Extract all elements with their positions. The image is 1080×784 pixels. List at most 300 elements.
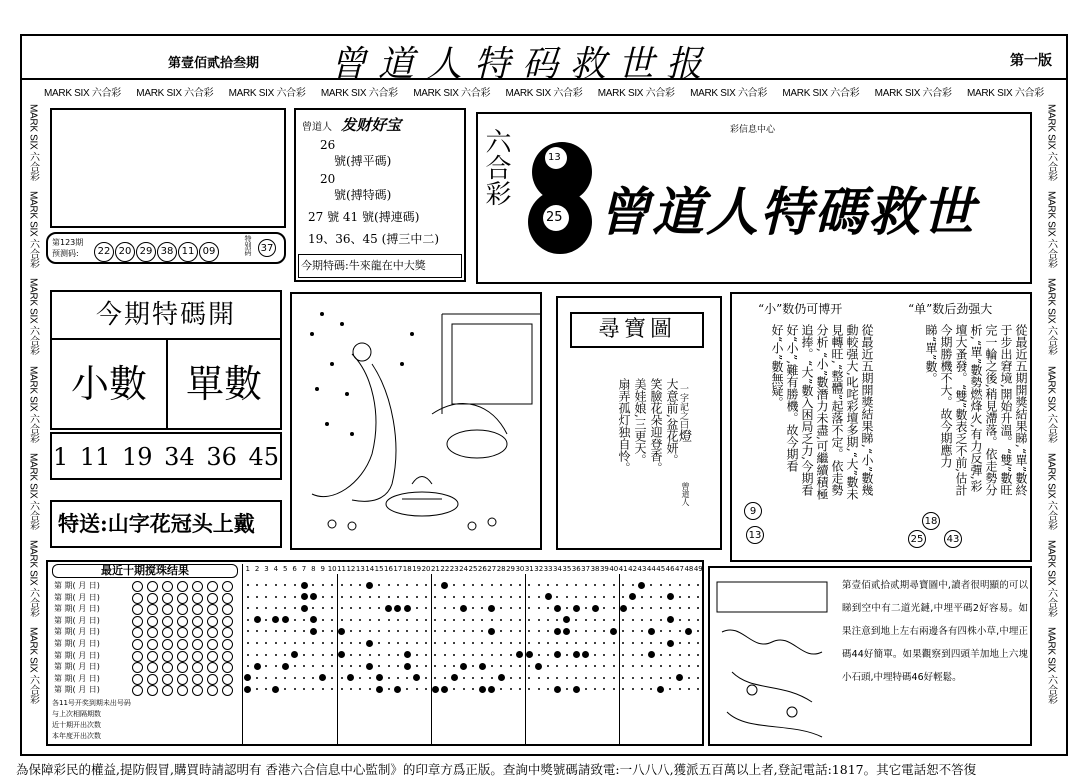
result-ball-slot bbox=[222, 581, 233, 592]
grid-point bbox=[669, 584, 671, 586]
grid-point bbox=[312, 688, 314, 690]
grid-point bbox=[265, 677, 267, 679]
grid-point bbox=[463, 688, 465, 690]
result-ball-slot bbox=[177, 651, 188, 662]
result-ball-slot bbox=[207, 604, 218, 615]
grid-column-number: 14 bbox=[365, 565, 375, 573]
grid-point bbox=[528, 665, 530, 667]
grid-point bbox=[594, 619, 596, 621]
grid-column-number: 24 bbox=[459, 565, 469, 573]
grid-point bbox=[406, 630, 408, 632]
grid-point bbox=[697, 619, 699, 621]
grid-point bbox=[538, 630, 540, 632]
grid-point bbox=[610, 628, 617, 635]
result-ball-slot bbox=[162, 593, 173, 604]
grid-divider bbox=[337, 574, 338, 744]
small-ball: 9 bbox=[744, 502, 762, 520]
grid-point bbox=[331, 607, 333, 609]
grid-point bbox=[331, 630, 333, 632]
grid-point bbox=[453, 584, 455, 586]
grid-point bbox=[444, 596, 446, 598]
result-ball-slot bbox=[207, 581, 218, 592]
grid-point bbox=[697, 688, 699, 690]
grid-point bbox=[491, 619, 493, 621]
grid-column-number: 13 bbox=[355, 565, 365, 573]
grid-point bbox=[406, 584, 408, 586]
grid-point bbox=[341, 677, 343, 679]
grid-divider bbox=[431, 574, 432, 744]
grid-column-number: 4 bbox=[273, 565, 279, 573]
grid-point bbox=[444, 607, 446, 609]
grid-point bbox=[460, 605, 467, 612]
marksix-label: MARK SIX 六合彩 bbox=[1045, 191, 1057, 269]
grid-point bbox=[282, 616, 289, 623]
grid-point bbox=[463, 630, 465, 632]
grid-column-number: 49 bbox=[693, 565, 703, 573]
grid-point bbox=[594, 596, 596, 598]
banner-ball: 13 bbox=[548, 152, 561, 163]
grid-point bbox=[641, 665, 643, 667]
grid-point bbox=[444, 677, 446, 679]
result-ball-slot bbox=[177, 639, 188, 650]
grid-column-number: 40 bbox=[609, 565, 619, 573]
grid-point bbox=[265, 630, 267, 632]
grid-point bbox=[650, 688, 652, 690]
grid-point bbox=[416, 630, 418, 632]
grid-point bbox=[679, 630, 681, 632]
grid-point bbox=[585, 584, 587, 586]
grid-point bbox=[322, 584, 324, 586]
grid-point bbox=[350, 642, 352, 644]
grid-point bbox=[500, 654, 502, 656]
grid-point bbox=[538, 607, 540, 609]
grid-point bbox=[676, 674, 683, 681]
grid-point bbox=[350, 665, 352, 667]
grid-point bbox=[359, 688, 361, 690]
grid-column-number: 26 bbox=[477, 565, 487, 573]
marksix-label: MARK SIX 六合彩 bbox=[505, 88, 583, 99]
grid-point bbox=[388, 596, 390, 598]
grid-point bbox=[406, 688, 408, 690]
grid-point bbox=[650, 596, 652, 598]
grid-point bbox=[603, 677, 605, 679]
grid-column-number: 19 bbox=[412, 565, 422, 573]
grid-point bbox=[535, 663, 542, 670]
grid-point bbox=[603, 584, 605, 586]
grid-point bbox=[416, 619, 418, 621]
grid-point bbox=[547, 688, 549, 690]
grid-point bbox=[397, 642, 399, 644]
grid-point bbox=[641, 619, 643, 621]
grid-point bbox=[453, 642, 455, 644]
grid-point bbox=[688, 677, 690, 679]
grid-point bbox=[660, 677, 662, 679]
grid-point bbox=[425, 677, 427, 679]
grid-column-number: 7 bbox=[301, 565, 307, 573]
grid-point bbox=[272, 616, 279, 623]
grid-point bbox=[441, 582, 448, 589]
grid-point bbox=[660, 630, 662, 632]
result-ball-slot bbox=[222, 627, 233, 638]
grid-point bbox=[284, 584, 286, 586]
grid-point bbox=[378, 630, 380, 632]
grid-point bbox=[294, 607, 296, 609]
grid-point bbox=[265, 584, 267, 586]
grid-point bbox=[425, 596, 427, 598]
grid-point bbox=[528, 642, 530, 644]
grid-point bbox=[254, 663, 261, 670]
marksix-label: MARK SIX 六合彩 bbox=[27, 365, 39, 443]
grid-point bbox=[538, 654, 540, 656]
grid-point bbox=[434, 630, 436, 632]
grid-point bbox=[585, 688, 587, 690]
banner-ornament bbox=[518, 136, 598, 256]
grid-point bbox=[488, 686, 495, 693]
grid-point bbox=[641, 596, 643, 598]
grid-point bbox=[247, 654, 249, 656]
grid-point bbox=[256, 688, 258, 690]
result-ball-slot bbox=[207, 674, 218, 685]
grid-point bbox=[303, 642, 305, 644]
grid-point bbox=[667, 616, 674, 623]
marksix-label: MARK SIX 六合彩 bbox=[228, 88, 306, 99]
grid-point bbox=[434, 607, 436, 609]
grid-point bbox=[425, 654, 427, 656]
grid-point bbox=[444, 630, 446, 632]
grid-point bbox=[284, 642, 286, 644]
result-ball-slot bbox=[132, 616, 143, 627]
single-ball: 43 bbox=[944, 530, 962, 548]
grid-point bbox=[679, 688, 681, 690]
grid-point bbox=[303, 677, 305, 679]
grid-point bbox=[592, 605, 599, 612]
result-ball-slot bbox=[132, 581, 143, 592]
grid-point bbox=[406, 677, 408, 679]
grid-point bbox=[388, 654, 390, 656]
grid-point bbox=[425, 619, 427, 621]
grid-point bbox=[265, 665, 267, 667]
result-ball-slot bbox=[162, 662, 173, 673]
banner-center-label: 彩信息中心 bbox=[730, 125, 776, 135]
result-ball-slot bbox=[222, 662, 233, 673]
grid-point bbox=[554, 651, 561, 658]
grid-point bbox=[397, 619, 399, 621]
small-article-body: 從最近五期開獎結果睇,“小”數幾動較强大,叱咤彩壇多期,“大”數未見轉旺,“整體”起落不定。依走勢分析,“小”數潛力未盡,可繼續積極追捧。“大”數入困局乏力,今期看好“小”,難有勝機。故今期看好“小”數無疑。 bbox=[770, 324, 874, 500]
grid-point bbox=[359, 619, 361, 621]
grid-point bbox=[510, 596, 512, 598]
grid-point bbox=[275, 584, 277, 586]
grid-point bbox=[660, 584, 662, 586]
result-ball-slot bbox=[207, 639, 218, 650]
grid-point bbox=[359, 630, 361, 632]
results-row-label: 第 期( 月 日) bbox=[54, 592, 100, 602]
open-title: 今期特碼開 bbox=[52, 292, 280, 340]
result-ball-slot bbox=[192, 604, 203, 615]
grid-point bbox=[500, 665, 502, 667]
results-row-label: 第 期( 月 日) bbox=[54, 662, 100, 672]
grid-point bbox=[613, 584, 615, 586]
grid-point bbox=[500, 584, 502, 586]
grid-point bbox=[622, 630, 624, 632]
fortune-line: 27 號 41 號(搏連碼) bbox=[308, 210, 420, 224]
grid-point bbox=[697, 665, 699, 667]
grid-point bbox=[573, 605, 580, 612]
fortune-line: 26 號(搏平碼) bbox=[320, 138, 392, 168]
grid-point bbox=[679, 665, 681, 667]
grid-point bbox=[425, 630, 427, 632]
grid-point bbox=[376, 686, 383, 693]
grid-point bbox=[547, 584, 549, 586]
grid-point bbox=[679, 619, 681, 621]
grid-column-number: 11 bbox=[337, 565, 347, 573]
grid-point bbox=[294, 665, 296, 667]
grid-point bbox=[378, 607, 380, 609]
grid-column-number: 1 bbox=[245, 565, 250, 573]
grid-point bbox=[556, 584, 558, 586]
result-ball-slot bbox=[207, 651, 218, 662]
grid-point bbox=[284, 607, 286, 609]
grid-point bbox=[554, 686, 561, 693]
grid-column-number: 8 bbox=[311, 565, 316, 573]
grid-column-number: 30 bbox=[515, 565, 525, 573]
result-ball-slot bbox=[132, 685, 143, 696]
grid-point bbox=[472, 619, 474, 621]
grid-point bbox=[303, 665, 305, 667]
grid-point bbox=[463, 596, 465, 598]
grid-point bbox=[613, 619, 615, 621]
grid-point bbox=[528, 584, 530, 586]
grid-point bbox=[284, 596, 286, 598]
grid-point bbox=[566, 688, 568, 690]
marksix-label: MARK SIX 六合彩 bbox=[966, 88, 1044, 99]
grid-point bbox=[256, 642, 258, 644]
grid-point bbox=[545, 593, 552, 600]
grid-point bbox=[294, 642, 296, 644]
grid-point bbox=[397, 677, 399, 679]
grid-point bbox=[660, 607, 662, 609]
grid-point bbox=[366, 582, 373, 589]
grid-point bbox=[669, 607, 671, 609]
grid-point bbox=[312, 677, 314, 679]
grid-point bbox=[369, 619, 371, 621]
grid-point bbox=[416, 642, 418, 644]
prediction-balls bbox=[94, 239, 220, 262]
grid-point bbox=[510, 654, 512, 656]
grid-point bbox=[554, 628, 561, 635]
grid-point bbox=[244, 686, 251, 693]
marksix-label: MARK SIX 六合彩 bbox=[1045, 278, 1057, 356]
grid-point bbox=[310, 616, 317, 623]
grid-point bbox=[416, 596, 418, 598]
grid-column-number: 48 bbox=[684, 565, 694, 573]
grid-point bbox=[369, 654, 371, 656]
grid-point bbox=[679, 654, 681, 656]
grid-point bbox=[594, 688, 596, 690]
grid-point bbox=[622, 642, 624, 644]
grid-point bbox=[369, 607, 371, 609]
grid-point bbox=[585, 630, 587, 632]
grid-point bbox=[247, 596, 249, 598]
grid-point bbox=[247, 584, 249, 586]
grid-point bbox=[312, 665, 314, 667]
grid-column-number: 37 bbox=[581, 565, 591, 573]
grid-point bbox=[594, 584, 596, 586]
result-ball-slot bbox=[177, 616, 188, 627]
grid-point bbox=[265, 688, 267, 690]
grid-point bbox=[463, 584, 465, 586]
grid-point bbox=[528, 619, 530, 621]
blank-box bbox=[50, 108, 286, 228]
explain-picture bbox=[712, 572, 832, 742]
grid-point bbox=[657, 686, 664, 693]
grid-point bbox=[359, 584, 361, 586]
marksix-label: MARK SIX 六合彩 bbox=[27, 191, 39, 269]
marksix-label: MARK SIX 六合彩 bbox=[1045, 539, 1057, 617]
grid-point bbox=[547, 630, 549, 632]
grid-point bbox=[275, 677, 277, 679]
grid-point bbox=[369, 630, 371, 632]
grid-point bbox=[641, 677, 643, 679]
grid-point bbox=[510, 665, 512, 667]
grid-point bbox=[491, 584, 493, 586]
grid-column-number: 6 bbox=[292, 565, 297, 573]
grid-point bbox=[350, 607, 352, 609]
grid-point bbox=[622, 654, 624, 656]
result-ball-slot bbox=[147, 616, 158, 627]
grid-point bbox=[667, 593, 674, 600]
grid-point bbox=[301, 582, 308, 589]
grid-point bbox=[378, 654, 380, 656]
grid-column-number: 9 bbox=[320, 565, 326, 573]
grid-point bbox=[350, 584, 352, 586]
grid-point bbox=[341, 688, 343, 690]
grid-point bbox=[688, 688, 690, 690]
grid-point bbox=[538, 677, 540, 679]
result-ball-slot bbox=[147, 581, 158, 592]
grid-point bbox=[566, 677, 568, 679]
grid-column-number: 43 bbox=[637, 565, 647, 573]
marksix-label: MARK SIX 六合彩 bbox=[44, 88, 121, 99]
grid-point bbox=[341, 607, 343, 609]
grid-point bbox=[641, 654, 643, 656]
result-ball-slot bbox=[207, 627, 218, 638]
result-ball-slot bbox=[177, 627, 188, 638]
grid-point bbox=[669, 688, 671, 690]
grid-point bbox=[359, 654, 361, 656]
results-summary-label: 各11号开奖到期未出号码 bbox=[52, 699, 131, 707]
grid-point bbox=[256, 607, 258, 609]
grid-point bbox=[247, 630, 249, 632]
grid-point bbox=[331, 642, 333, 644]
grid-point bbox=[388, 642, 390, 644]
grid-point bbox=[566, 607, 568, 609]
marksix-label: MARK SIX 六合彩 bbox=[413, 88, 491, 99]
grid-point bbox=[566, 654, 568, 656]
grid-point bbox=[613, 607, 615, 609]
result-ball-slot bbox=[162, 685, 173, 696]
result-ball-slot bbox=[207, 662, 218, 673]
grid-point bbox=[432, 686, 439, 693]
marksix-label: MARK SIX 六合彩 bbox=[27, 104, 39, 181]
result-ball-slot bbox=[192, 639, 203, 650]
grid-point bbox=[632, 665, 634, 667]
prediction-ball: 11 bbox=[178, 242, 198, 262]
grid-point bbox=[369, 677, 371, 679]
grid-point bbox=[406, 619, 408, 621]
result-ball-slot bbox=[177, 674, 188, 685]
small-article-title: “小”数仍可博开 bbox=[758, 302, 843, 316]
grid-point bbox=[510, 584, 512, 586]
grid-point bbox=[319, 674, 326, 681]
grid-column-number: 2 bbox=[254, 565, 260, 573]
grid-point bbox=[679, 607, 681, 609]
marksix-strip-top bbox=[44, 84, 1044, 100]
open-small: 小數 bbox=[52, 340, 168, 428]
grid-column-number: 20 bbox=[421, 565, 431, 573]
grid-point bbox=[256, 630, 258, 632]
grid-point bbox=[369, 596, 371, 598]
issue-number: 第壹佰贰拾叁期 bbox=[168, 56, 260, 71]
grid-point bbox=[603, 654, 605, 656]
grid-point bbox=[556, 642, 558, 644]
article-box bbox=[730, 292, 1032, 562]
grid-point bbox=[338, 651, 345, 658]
results-summary-label: 本年度开出次数 bbox=[52, 732, 101, 740]
grid-point bbox=[603, 665, 605, 667]
grid-point bbox=[648, 651, 655, 658]
grid-point bbox=[519, 584, 521, 586]
grid-point bbox=[660, 596, 662, 598]
grid-point bbox=[488, 605, 495, 612]
grid-point bbox=[510, 642, 512, 644]
grid-point bbox=[284, 677, 286, 679]
grid-point bbox=[538, 596, 540, 598]
small-ball: 13 bbox=[746, 526, 764, 544]
grid-point bbox=[575, 584, 577, 586]
banner-left-label: 六合彩 bbox=[481, 128, 511, 206]
grid-column-number: 16 bbox=[384, 565, 393, 573]
result-ball-slot bbox=[222, 651, 233, 662]
grid-point bbox=[256, 584, 258, 586]
grid-point bbox=[303, 688, 305, 690]
grid-column-number: 42 bbox=[628, 565, 638, 573]
grid-point bbox=[366, 640, 373, 647]
grid-column-number: 46 bbox=[665, 565, 675, 573]
grid-point bbox=[247, 665, 249, 667]
banner-ball: 25 bbox=[546, 210, 563, 225]
prediction-ball: 22 bbox=[94, 242, 114, 262]
grid-point bbox=[275, 642, 277, 644]
grid-point bbox=[667, 640, 674, 647]
marksix-label: MARK SIX 六合彩 bbox=[874, 88, 952, 99]
edition: 第一版 bbox=[1010, 53, 1052, 69]
grid-point bbox=[256, 677, 258, 679]
explain-text: 第壹佰贰拾贰期尋寶圖中,讀者很明顯的可以睇到空中有二道光鏈,中埋平碼2好容易。如果注意到地上左右兩邊各有四株小草,中埋正碼44好簡單。如果觀察到四頭羊加地上六塊小石頭,中埋特碼46好輕鬆。 bbox=[842, 580, 1028, 683]
grid-point bbox=[294, 630, 296, 632]
grid-point bbox=[322, 665, 324, 667]
grid-point bbox=[301, 593, 308, 600]
grid-point bbox=[463, 619, 465, 621]
grid-point bbox=[573, 686, 580, 693]
grid-point bbox=[594, 642, 596, 644]
grid-point bbox=[331, 584, 333, 586]
result-ball-slot bbox=[162, 627, 173, 638]
grid-point bbox=[500, 630, 502, 632]
grid-point bbox=[500, 642, 502, 644]
grid-point bbox=[519, 665, 521, 667]
grid-point bbox=[359, 665, 361, 667]
grid-point bbox=[406, 642, 408, 644]
